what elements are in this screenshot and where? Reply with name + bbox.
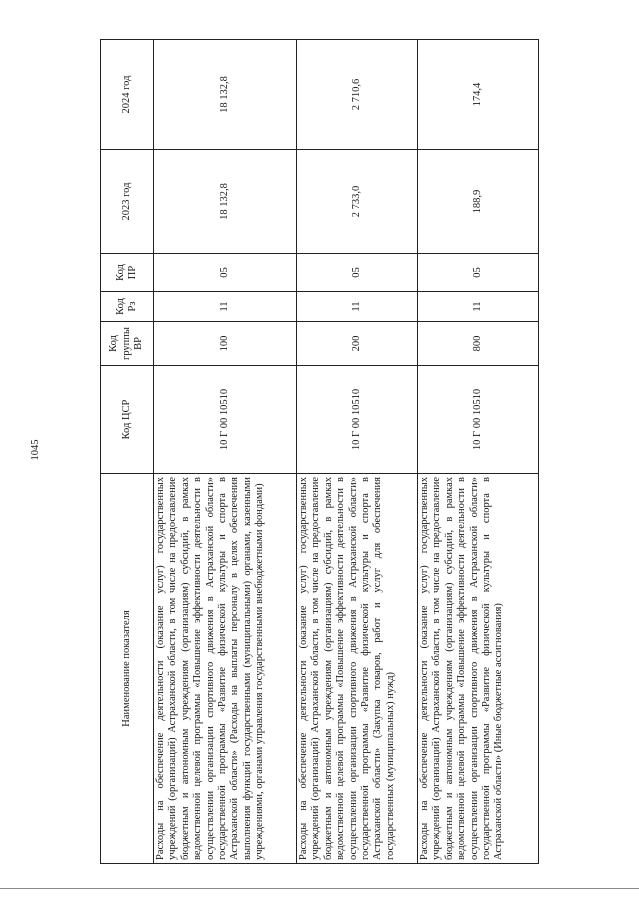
header-name: Наименование показателя: [101, 474, 154, 864]
header-2024: 2024 год: [101, 40, 154, 150]
row-amount-2024: 2 710,6: [297, 40, 418, 150]
table-row: [418, 40, 539, 864]
row-pr: 05: [154, 254, 297, 292]
row-name: Расходы на обеспечение деятельности (оказание услуг) государственных учреждений (организаций) Астраханской области, в том числе на предоставление бюджетным и автономным учреждениям (организациям) субсидий, в рамках ведомственной целевой программы «Повышение эффективности деятельности в осуществлении организации спортивного движения в Астраханской области» государственной программы «Развитие физической культуры и спорта в Астраханской области» (Расходы на выплаты персоналу в целях обеспечения выполнения функций государственными (муниципальными) органами, казенными учреждениями, органами управления государственными внебюджетными фондами): [154, 474, 297, 864]
row-csr: 10 Г 00 10510: [418, 366, 539, 474]
row-amount-2023: 188,9: [418, 150, 539, 254]
row-vr: 200: [297, 322, 418, 366]
page-number: 1045: [30, 439, 41, 461]
row-name: Расходы на обеспечение деятельности (оказание услуг) государственных учреждений (организаций) Астраханской области, в том числе на предоставление бюджетным и автономным учреждениям (организациям) субсидий, в рамках ведомственной целевой программы «Повышение эффективности деятельности в осуществлении организации спортивного движения в Астраханской области» государственной программы «Развитие физической культуры и спорта в Астраханской области» (Закупка товаров, работ и услуг для обеспечения государственных (муниципальных) нужд): [297, 474, 418, 864]
row-csr: 10 Г 00 10510: [154, 366, 297, 474]
header-rz: Код Рз: [101, 292, 154, 322]
row-amount-2024: 174,4: [418, 40, 539, 150]
budget-table: [100, 39, 539, 864]
header-pr: Код ПР: [101, 254, 154, 292]
row-amount-2023: 18 132,8: [154, 150, 297, 254]
header-csr: Код ЦСР: [101, 366, 154, 474]
table-header-row: [101, 40, 154, 864]
page-bottom-divider: [0, 888, 639, 889]
row-vr: 800: [418, 322, 539, 366]
row-rz: 11: [418, 292, 539, 322]
row-rz: 11: [297, 292, 418, 322]
table-row: [154, 40, 297, 864]
row-amount-2024: 18 132,8: [154, 40, 297, 150]
header-2023: 2023 год: [101, 150, 154, 254]
row-pr: 05: [418, 254, 539, 292]
row-rz: 11: [154, 292, 297, 322]
row-amount-2023: 2 733,0: [297, 150, 418, 254]
row-pr: 05: [297, 254, 418, 292]
row-csr: 10 Г 00 10510: [297, 366, 418, 474]
budget-table-wrapper: [100, 40, 532, 864]
table-row: [297, 40, 418, 864]
row-vr: 100: [154, 322, 297, 366]
row-name: Расходы на обеспечение деятельности (оказание услуг) государственных учреждений (организаций) Астраханской области, в том числе на предоставление бюджетным и автономным учреждениям (организациям) субсидий, в рамках ведомственной целевой программы «Повышение эффективности деятельности в осуществлении организации спортивного движения в Астраханской области» государственной программы «Развитие физической культуры и спорта в Астраханской области» (Иные бюджетные ассигнования): [418, 474, 539, 864]
header-vr: Код группы ВР: [101, 322, 154, 366]
